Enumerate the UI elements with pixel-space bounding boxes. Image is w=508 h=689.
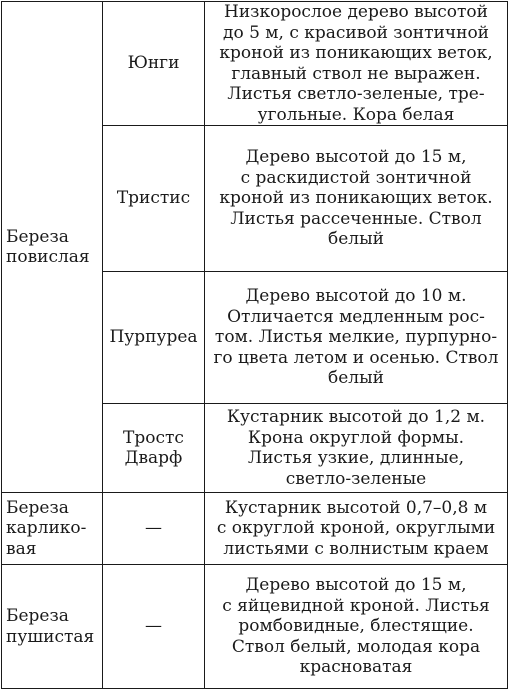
description-line: го цвета летом и осенью. Ствол	[213, 347, 499, 368]
description-line: Листья рассеченные. Ствол	[230, 208, 482, 229]
species-line: Береза	[6, 606, 69, 626]
variety-cell	[103, 493, 205, 565]
description-line: Крона округлой формы.	[247, 427, 465, 448]
birch-varieties-table	[1, 1, 508, 689]
species-line: карлико-	[6, 518, 87, 539]
species-line: вая	[6, 538, 37, 559]
description-line: Дерево высотой до 15 м,	[245, 147, 467, 168]
variety-line: —	[145, 518, 162, 539]
description-line: красноватая	[299, 657, 413, 678]
species-line: Береза	[6, 226, 69, 247]
description-cell	[205, 493, 508, 565]
description-cell	[205, 126, 508, 272]
table-row	[2, 2, 508, 126]
description-cell	[205, 272, 508, 404]
variety-cell	[103, 126, 205, 272]
description-line: кроной из поникающих веток,	[219, 43, 493, 63]
description-cell	[205, 2, 508, 126]
variety-line: Пурпуреа	[109, 327, 198, 348]
description-line: угольные. Кора белая	[257, 104, 455, 125]
description-line: Дерево высотой до 10 м.	[245, 286, 467, 307]
variety-line: Тростс	[123, 427, 184, 448]
variety-line: Тристис	[116, 188, 191, 209]
description-line: Листья светло-зеленые, тре-	[227, 84, 485, 104]
description-line: с округлой кроной, округлыми	[216, 518, 496, 539]
description-line: Ствол белый, молодая кора	[231, 636, 481, 657]
variety-cell	[103, 565, 205, 689]
variety-line: —	[145, 616, 162, 637]
description-line: с раскидистой зонтичной	[240, 167, 472, 188]
description-line: светло-зеленые	[285, 468, 427, 489]
description-line: Низкорослое дерево высотой	[224, 2, 488, 22]
species-line: Береза	[6, 497, 69, 518]
description-cell	[205, 404, 508, 493]
variety-line: Юнги	[127, 53, 180, 74]
description-line: листьями с волнистым краем	[223, 538, 489, 559]
description-line: главный ствол не выражен.	[231, 63, 481, 84]
description-cell	[205, 565, 508, 689]
description-line: белый	[328, 368, 384, 389]
variety-cell	[103, 404, 205, 493]
table-row	[2, 493, 508, 565]
species-cell	[2, 565, 103, 689]
description-line: Листья узкие, длинные,	[247, 448, 465, 468]
table-row	[2, 565, 508, 689]
species-line: пушистая	[6, 626, 95, 647]
description-line: Дерево высотой до 15 м,	[245, 575, 467, 596]
description-line: до 5 м, с красивой зонтичной	[222, 22, 490, 43]
description-line: Кустарник высотой до 1,2 м.	[226, 407, 486, 427]
species-cell	[2, 2, 103, 493]
description-line: Отличается медленным рос-	[227, 306, 485, 327]
description-line: Кустарник высотой 0,7–0,8 м	[224, 497, 488, 518]
description-line: том. Листья мелкие, пурпурно-	[214, 327, 498, 348]
description-line: кроной из поникающих веток.	[219, 188, 493, 209]
description-line: ромбовидные, блестящие.	[238, 616, 474, 637]
variety-cell	[103, 2, 205, 126]
description-line: с яйцевидной кроной. Листья	[222, 595, 490, 616]
variety-line: Дварф	[124, 448, 183, 468]
species-cell	[2, 493, 103, 565]
variety-cell	[103, 272, 205, 404]
description-line: белый	[328, 229, 384, 250]
species-line: повислая	[6, 247, 90, 267]
